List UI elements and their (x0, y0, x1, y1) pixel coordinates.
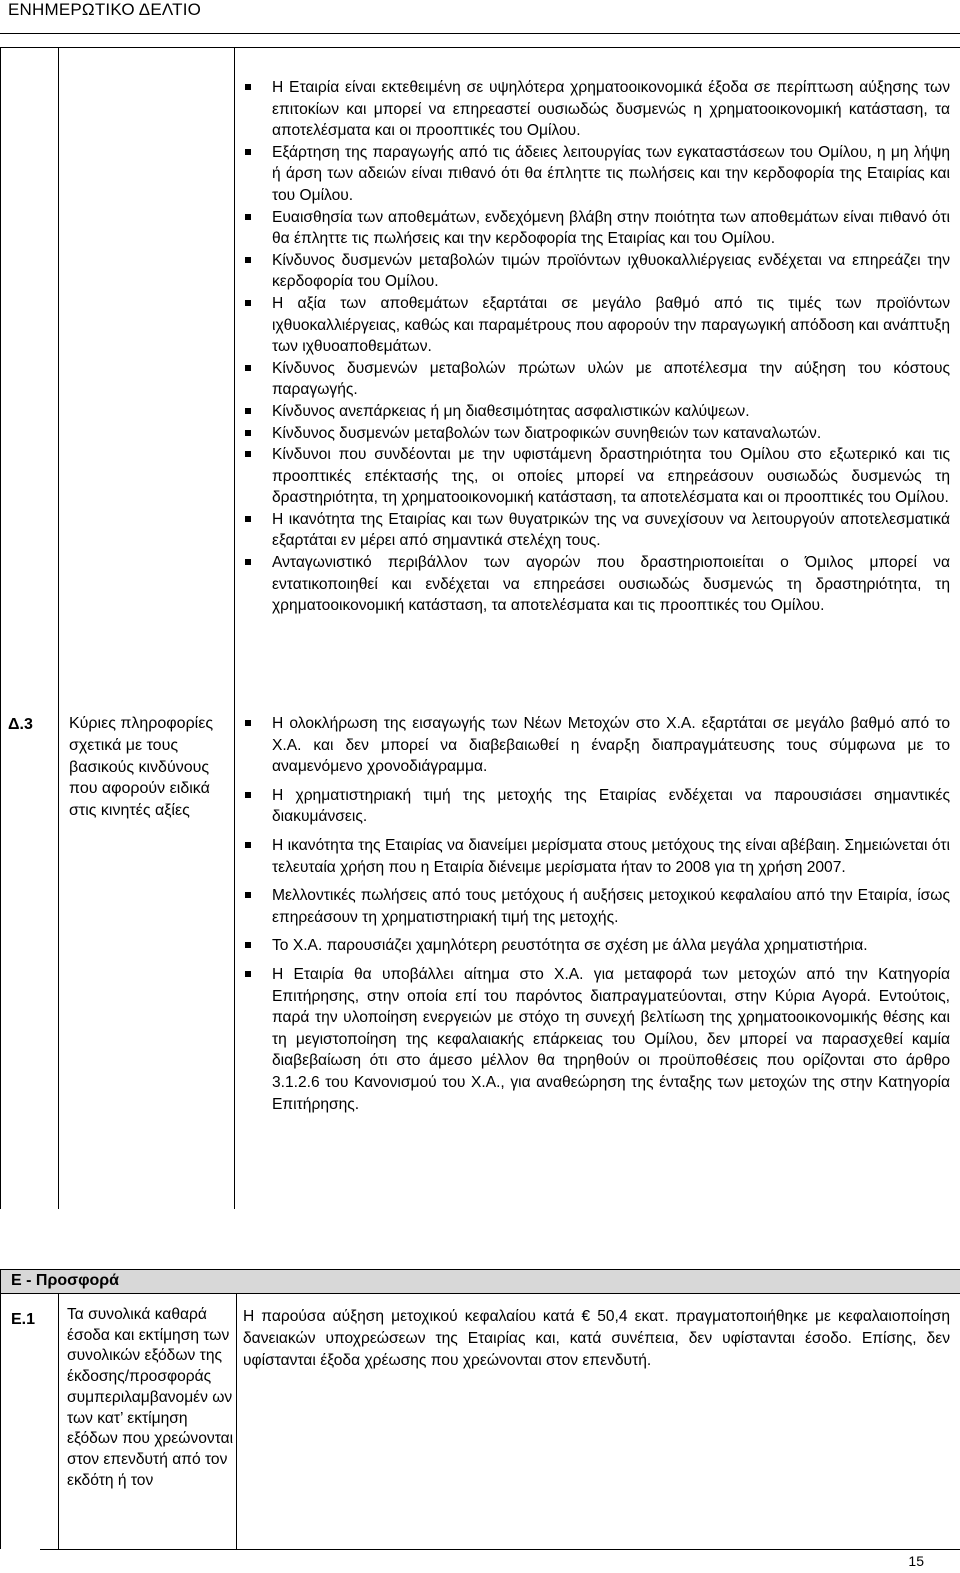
section-e-id-column-border (58, 1293, 59, 1549)
table-top-border (0, 47, 960, 48)
section-e-title-column-border (236, 1293, 237, 1549)
table-title-column-border (234, 47, 235, 1209)
table-id-column-border (58, 47, 59, 1209)
list-item: Κίνδυνος ανεπάρκειας ή μη διαθεσιμότητας ασφαλιστικών καλύψεων. (238, 401, 950, 423)
list-item: Κίνδυνος δυσμενών μεταβολών των διατροφικών συνηθειών των καταναλωτών. (238, 423, 950, 445)
list-item: Κίνδυνοι που συνδέονται με την υφιστάμενη δραστηριότητα του Ομίλου στο εξωτερικό και τις προοπτικές επέκτασής της, οι οποίες μπορεί να επηρεάσουν ουσιωδώς δυσμενώς τη δραστηριότητα, τη χρηματοοικονομική κατάσταση, τα αποτελέσματα και οι προοπτικές του Ομίλου. (238, 444, 950, 509)
list-item: Το Χ.Α. παρουσιάζει χαμηλότερη ρευστότητα σε σχέση με άλλα μεγάλα χρηματιστήρια. (238, 935, 950, 957)
list-item: Η αξία των αποθεμάτων εξαρτάται σε μεγάλο βαθμό από τις τιμές των προϊόντων ιχθυοκαλλιέργειας, καθώς και παραμέτρους που αφορούν την παραγωγική απόδοση και ανάπτυξη των ιχθυοαποθεμάτων. (238, 293, 950, 358)
section-e1-text: Η παρούσα αύξηση μετοχικού κεφαλαίου κατά € 50,4 εκατ. πραγματοποιήθηκε με κεφαλαιοποίηση δανειακών υποχρεώσεων της Εταιρίας και, κατά συνέπεια, δεν υφίστανται έσοδο. Επίσης, δεν υφίστανται έξοδα χρέωσης που χρεώνονται στον επενδυτή. (243, 1308, 950, 1369)
list-item: Η ικανότητα της Εταιρίας και των θυγατρικών της να συνεχίσουν να λειτουργούν αποτελεσματικά εξαρτάται εν μέρει από σημαντικά στελέχη τους. (238, 509, 950, 552)
security-risk-list (238, 713, 950, 1122)
list-item: Ευαισθησία των αποθεμάτων, ενδεχόμενη βλάβη στην ποιότητα των αποθεμάτων είναι πιθανό ότι θα έπληττε τις πωλήσεις και την κερδοφορία της Εταιρίας και του Ομίλου. (238, 207, 950, 250)
list-item: Κίνδυνος δυσμενών μεταβολών τιμών προϊόντων ιχθυοκαλλιέργειας ενδέχεται να επηρεάζει την κερδοφορία του Ομίλου. (238, 250, 950, 293)
section-e-top-border (0, 1269, 960, 1270)
list-item: Η χρηματιστηριακή τιμή της μετοχής της Εταιρίας ενδέχεται να παρουσιάσει σημαντικές διακυμάνσεις. (238, 785, 950, 828)
list-item: Μελλοντικές πωλήσεις από τους μετόχους ή αυξήσεις μετοχικού κεφαλαίου από την Εταιρία, ίσως επηρεάσουν τη χρηματιστηριακή τιμή της μετοχής. (238, 885, 950, 928)
page-number: 15 (908, 1553, 924, 1569)
section-e1-id: Ε.1 (11, 1311, 36, 1328)
company-risk-list (238, 77, 950, 617)
document-header-title: ΕΝΗΜΕΡΩΤΙΚΟ ΔΕΛΤΙΟ (8, 0, 202, 19)
section-e-header-bottom-border (0, 1293, 960, 1294)
list-item: Ανταγωνιστικό περιβάλλον των αγορών που δραστηριοποιείται ο Όμιλος μπορεί να εντατικοποιηθεί και ενδέχεται να επηρεάσει ουσιωδώς δυσμενώς τη δραστηριότητα, τη χρηματοοικονομική κατάσταση, τα αποτελέσματα και τις προοπτικές του Ομίλου. (238, 552, 950, 617)
list-item: Εξάρτηση της παραγωγής από τις άδειες λειτουργίας των εγκαταστάσεων του Ομίλου, η μη λήψη ή άρση των αδειών είναι πιθανό ότι θα έπληττε τις πωλήσεις και την κερδοφορία της Εταιρίας και του Ομίλου. (238, 142, 950, 207)
section-d3-title: Κύριες πληροφορίες σχετικά με τους βασικούς κινδύνους που αφορούν ειδικά στις κινητές αξίες (69, 715, 214, 820)
list-item: Η Εταιρία θα υποβάλλει αίτημα στο Χ.Α. για μεταφορά των μετοχών από την Κατηγορία Επιτήρησης, στην οποία επί του παρόντος διαπραγματεύονται, στην Κύρια Αγορά. Εντούτοις, παρά την υλοποίηση ενεργειών με στόχο τη συνεχή βελτίωση της χρηματοοικονομικής θέσης και τη μεγιστοποίηση της κεφαλαιακής επάρκειας του Ομίλου, δεν μπορεί να παρασχεθεί καμία διαβεβαίωση ότι στο άμεσο μέλλον θα τηρηθούν οι προϋποθέσεις που ορίζονται στο άρθρο 3.1.2.6 του Κανονισμού του Χ.Α., για αναθεώρηση της ένταξης των μετοχών της στην Κατηγορία Επιτήρησης. (238, 964, 950, 1115)
section-e1-title: Τα συνολικά καθαρά έσοδα και εκτίμηση των συνολικών εξόδων της έκδοσης/προσφοράς συμπεριλαμβανομέν ων των κατ’ εκτίμηση εξόδων που χρεώνονται στον επενδυτή από τον εκδότη ή τον (67, 1306, 234, 1489)
footer-rule (40, 1549, 960, 1550)
section-e-header-label: Ε - Προσφορά (11, 1272, 120, 1289)
header-rule (0, 33, 960, 34)
table-left-border (0, 47, 1, 1209)
section-e-header (0, 1269, 960, 1293)
list-item: Κίνδυνος δυσμενών μεταβολών πρώτων υλών με αποτέλεσμα την αύξηση του κόστους παραγωγής. (238, 358, 950, 401)
list-item: Η ικανότητα της Εταιρίας να διανείμει μερίσματα στους μετόχους της είναι αβέβαιη. Σημειώνεται ότι τελευταία χρήση που η Εταιρία διένειμε μερίσματα ήταν το 2008 για τη χρήση 2007. (238, 835, 950, 878)
section-d3-id: Δ.3 (8, 716, 33, 733)
list-item: Η Εταιρία είναι εκτεθειμένη σε υψηλότερα χρηματοοικονομικά έξοδα σε περίπτωση αύξησης των επιτοκίων και μπορεί να επηρεαστεί ουσιωδώς δυσμενώς η χρηματοοικονομική κατάσταση, τα αποτελέσματα και οι προοπτικές του Ομίλου. (238, 77, 950, 142)
list-item: Η ολοκλήρωση της εισαγωγής των Νέων Μετοχών στο Χ.Α. εξαρτάται σε μεγάλο βαθμό από το Χ.Α. και δεν μπορεί να διαβεβαιωθεί η έναρξη διαπραγμάτευσης τους σύμφωνα με το αναμενόμενο χρονοδιάγραμμα. (238, 713, 950, 778)
section-e-left-border (0, 1269, 1, 1549)
